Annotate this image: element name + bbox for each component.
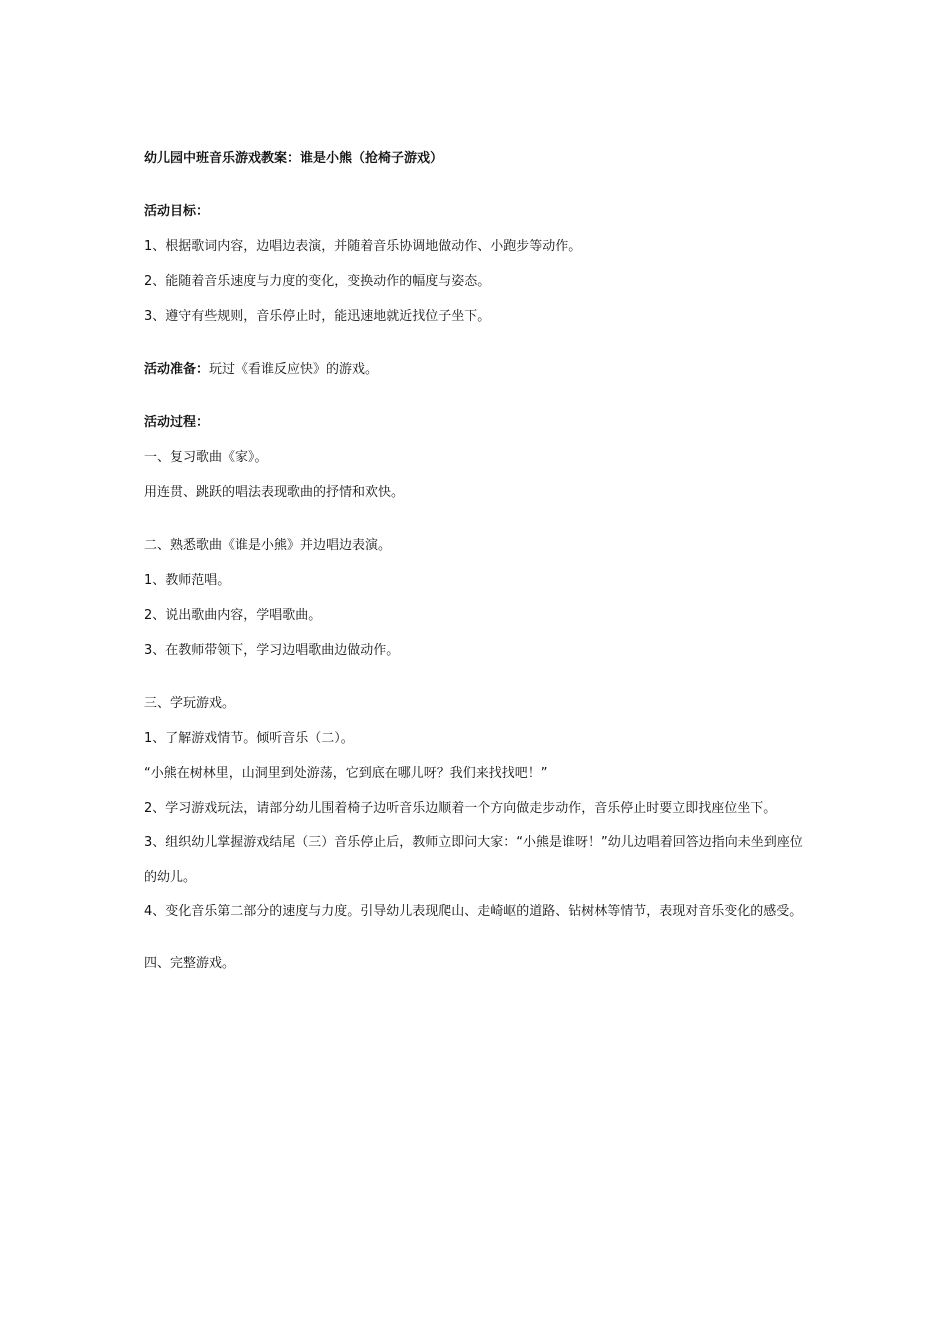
- section-title: 二、熟悉歌曲《谁是小熊》并边唱边表演。: [144, 538, 392, 553]
- document-body: [144, 150, 808, 990]
- goals-heading: 活动目标：: [144, 204, 210, 219]
- process-heading: 活动过程：: [144, 415, 210, 430]
- preparation-paragraph: [144, 361, 808, 379]
- section-title: 一、复习歌曲《家》。: [144, 450, 268, 465]
- section-item: 2、学习游戏玩法，请部分幼儿围着椅子边听音乐边顺着一个方向做走步动作，音乐停止时要立即找座位坐下。: [144, 801, 777, 816]
- section-item: 3、在教师带领下，学习边唱歌曲边做动作。: [144, 643, 400, 658]
- preparation-heading: 活动准备：: [144, 362, 210, 377]
- section-title: 三、学玩游戏。: [144, 696, 236, 711]
- section-item: 4、变化音乐第二部分的速度与力度。引导幼儿表现爬山、走崎岖的道路、钻树林等情节，表现对音乐变化的感受。: [144, 904, 803, 919]
- section-item: 1、了解游戏情节。倾听音乐（二）。: [144, 731, 354, 746]
- section-title: 四、完整游戏。: [144, 956, 236, 971]
- section-item: 2、说出歌曲内容，学唱歌曲。: [144, 608, 322, 623]
- section-quote: “小熊在树林里，山洞里到处游荡，它到底在哪儿呀？我们来找找吧！”: [144, 766, 548, 781]
- section-text: 用连贯、跳跃的唱法表现歌曲的抒情和欢快。: [144, 485, 405, 500]
- goal-item: 2、能随着音乐速度与力度的变化，变换动作的幅度与姿态。: [144, 274, 491, 289]
- goal-item: 3、遵守有些规则，音乐停止时，能迅速地就近找位子坐下。: [144, 309, 491, 324]
- document-title: 幼儿园中班音乐游戏教案：谁是小熊（抢椅子游戏）: [144, 151, 444, 166]
- goal-item: 1、根据歌词内容，边唱边表演，并随着音乐协调地做动作、小跑步等动作。: [144, 239, 582, 254]
- section-item: 3、组织幼儿掌握游戏结尾（三）音乐停止后，教师立即问大家：“小熊是谁呀！”幼儿边唱着回答边指向未坐到座位的幼儿。: [144, 835, 803, 885]
- preparation-text: 玩过《看谁反应快》的游戏。: [209, 362, 379, 377]
- section-item: 1、教师范唱。: [144, 573, 231, 588]
